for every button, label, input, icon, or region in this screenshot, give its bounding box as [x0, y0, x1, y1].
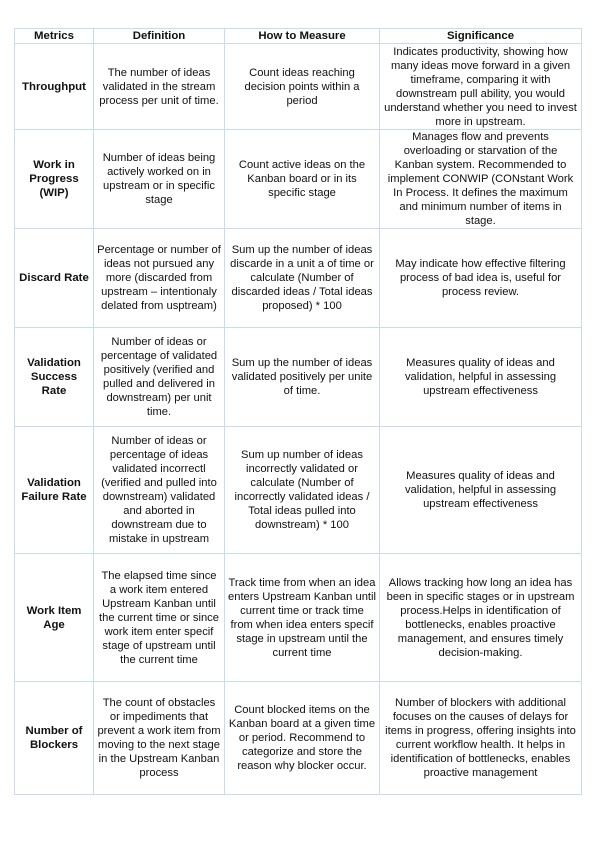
metric-definition: The elapsed time since a work item entered Upstream Kanban until the current time or since work item enter specif stage of upstream until the current time [94, 554, 225, 682]
metric-definition: Number of ideas or percentage of validated positively (verified and pulled and delivered in downstream) per unit time. [94, 328, 225, 427]
metric-definition: Number of ideas being actively worked on in upstream or in specific stage [94, 130, 225, 229]
metric-significance: Measures quality of ideas and validation, helpful in assessing upstream effectiveness [380, 427, 582, 554]
metric-significance: Measures quality of ideas and validation, helpful in assessing upstream effectiveness [380, 328, 582, 427]
metric-significance: Manages flow and prevents overloading or starvation of the Kanban system. Recommended to implement CONWIP (CONstant Work In Process. It defines the maximum and minimum number of items in stage. [380, 130, 582, 229]
table-row [15, 229, 582, 328]
metric-name: Work Item Age [15, 554, 94, 682]
metric-how-to-measure: Track time from when an idea enters Upstream Kanban until current time or track time from when idea enters specif stage in upstream until the current time [225, 554, 380, 682]
metric-name: Validation Success Rate [15, 328, 94, 427]
table-body [15, 44, 582, 795]
header-metrics: Metrics [15, 29, 94, 44]
table-row [15, 44, 582, 130]
header-definition: Definition [94, 29, 225, 44]
table-row [15, 554, 582, 682]
table-row [15, 427, 582, 554]
header-row [15, 29, 582, 44]
metric-definition: The number of ideas validated in the stream process per unit of time. [94, 44, 225, 130]
metric-name: Validation Failure Rate [15, 427, 94, 554]
header-how-to-measure: How to Measure [225, 29, 380, 44]
metric-definition: The count of obstacles or impediments that prevent a work item from moving to the next stage in the Upstream Kanban process [94, 682, 225, 795]
metric-how-to-measure: Sum up the number of ideas validated positively per unite of time. [225, 328, 380, 427]
document-page [14, 28, 581, 795]
table-row [15, 328, 582, 427]
metric-significance: Number of blockers with additional focuses on the causes of delays for items in progress, offering insights into current workflow health. It helps in identification of bottlenecks, enables proactive management [380, 682, 582, 795]
metric-name: Discard Rate [15, 229, 94, 328]
metric-how-to-measure: Count active ideas on the Kanban board or in its specific stage [225, 130, 380, 229]
metric-name: Number of Blockers [15, 682, 94, 795]
header-significance: Significance [380, 29, 582, 44]
metric-significance: Indicates productivity, showing how many ideas move forward in a given timeframe, comparing it with downstream pull ability, you would understand whether you need to invest more in upstream. [380, 44, 582, 130]
table-row [15, 682, 582, 795]
metric-how-to-measure: Sum up number of ideas incorrectly validated or calculate (Number of incorrectly validated ideas / Total ideas pulled into downstream) * 100 [225, 427, 380, 554]
metrics-table [14, 28, 582, 795]
metric-significance: May indicate how effective filtering process of bad idea is, useful for process review. [380, 229, 582, 328]
table-header [15, 29, 582, 44]
metric-definition: Percentage or number of ideas not pursued any more (discarded from upstream – intentionaly delated from usptream) [94, 229, 225, 328]
table-row [15, 130, 582, 229]
metric-how-to-measure: Count blocked items on the Kanban board at a given time or period. Recommend to categorize and store the reason why blocker occur. [225, 682, 380, 795]
metric-name: Throughput [15, 44, 94, 130]
metric-how-to-measure: Sum up the number of ideas discarde in a unit a of time or calculate (Number of discarded ideas / Total ideas proposed) * 100 [225, 229, 380, 328]
metric-how-to-measure: Count ideas reaching decision points within a period [225, 44, 380, 130]
metric-name: Work in Progress (WIP) [15, 130, 94, 229]
metric-definition: Number of ideas or percentage of ideas validated incorrectl (verified and pulled into downstream) validated and aborted in downstream due to mistake in upstream [94, 427, 225, 554]
metric-significance: Allows tracking how long an idea has been in specific stages or in upstream process.Helps in identification of bottlenecks, enables proactive management, and ensures timely decision-making. [380, 554, 582, 682]
